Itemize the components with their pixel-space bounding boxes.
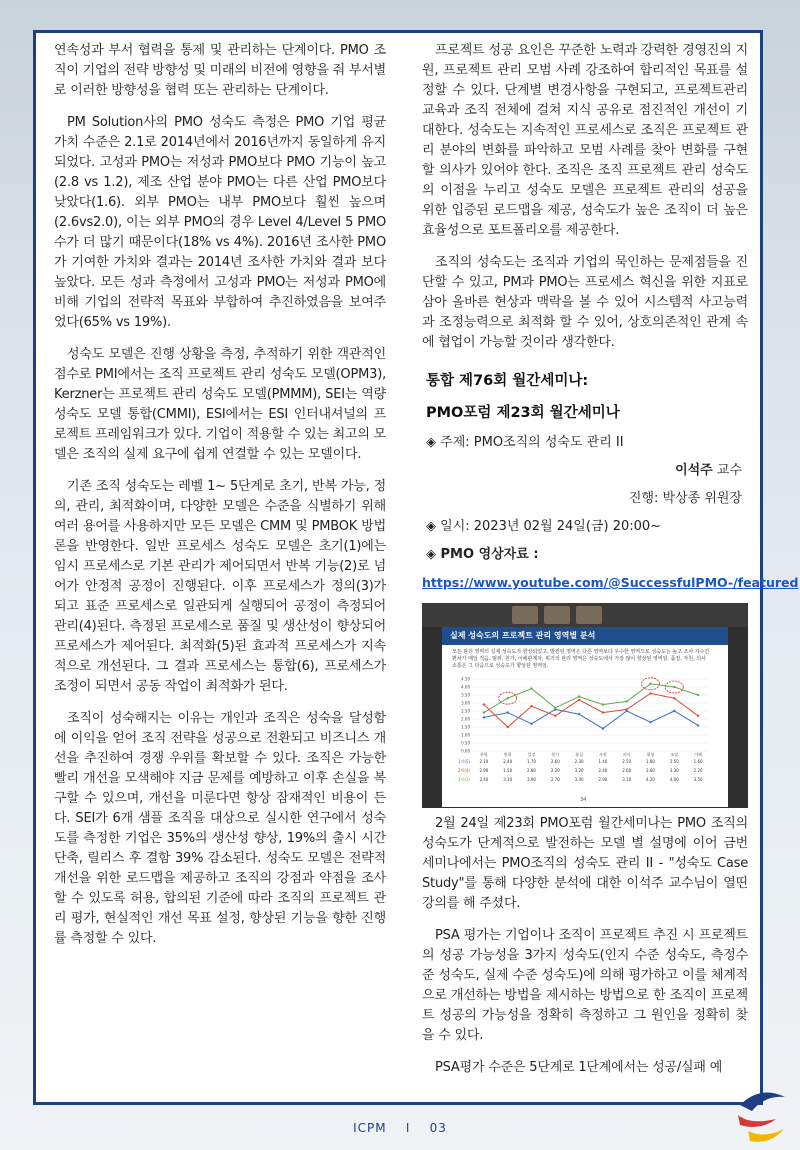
seminar-subtitle: PMO포럼 제23회 월간세미나 xyxy=(426,405,620,421)
video-label: ◈ PMO 영상자료 : xyxy=(426,547,539,562)
table-value: 2.40 xyxy=(598,768,608,773)
data-point xyxy=(697,715,699,717)
table-value: 3.10 xyxy=(622,777,632,782)
paragraph: 조직이 성숙해지는 이유는 개인과 조직은 성숙을 달성함에 이익을 얻어 조직 전략을 성공으로 전환되고 비즈니스 개선을 추진하여 경쟁 우위를 확보할 수 있다. 조직은 가능한 빨리 개선을 모색해야 지금 문제를 예방하고 이후 손실을 복구할 수 있으며, 개선을 미룬다면 항상 잠재적인 비용이 든다. SEI가 6개 샘플 조직을 대상으로 실시한 연구에서 성숙도를 측정한 기업은 35%의 생산성 향상, 19%의 출시 시간 단축, 릴리스 후 결함 39% 감소된다. 성숙도 모델은 전략적 개선을 위한 로드맵을 제공하고 조직의 강점과 약점을 조사할 수 있도록 허용, 합의된 기준에 따라 조직의 프로젝트 관리 평가, 현실적인 개선 목표 설정, 향상된 기능을 향한 진행률 측정할 수 있다. xyxy=(54,711,386,946)
y-tick-label: 2.50 xyxy=(461,708,470,714)
page-frame xyxy=(33,30,799,1105)
x-tick-label: 위험 xyxy=(646,752,655,757)
slide-title: 실제 성숙도의 프로젝트 관리 영역별 분석 xyxy=(450,631,596,640)
data-point xyxy=(697,724,699,726)
table-value: 3.60 xyxy=(646,768,655,773)
table-value: 3.30 xyxy=(669,768,679,773)
data-point xyxy=(649,721,651,723)
seminar-lecturer xyxy=(422,457,748,485)
data-point xyxy=(578,695,580,697)
paragraph: PM Solution사의 PMO 성숙도 측정은 PMO 기업 평균 가치 수준은 2.1로 2014년에서 2016년까지 동일하게 유지되었다. 고성과 PMO는 저성과 PMO보다 PMO 기능이 높고(2.8 vs 1.2), 제조 산업 분야 PMO는 다른 산업 PMO보다 낮았다(1.6). 외부 PMO는 내부 PMO보다 훨씬 높으며 (2.6vs2.0), 이는 외부 PMO의 경우 Level 4/Level 5 PMO 수가 더 많기 때문이다(18% vs 4%). 2016년 조사한 PMO가 기여한 가치와 결과는 2014년 조사한 가치와 결과 보다 높았다. 모든 성과 측정에서 고성과 PMO는 저성과 PMO에 비해 기업의 전략적 목표와 부합하여 추진하였음을 보여주었다(65% vs 19%). xyxy=(54,115,386,330)
y-tick-label: 1.00 xyxy=(461,732,470,738)
data-point xyxy=(554,715,556,717)
data-point xyxy=(649,692,651,694)
y-tick-label: 0.50 xyxy=(461,740,470,746)
x-tick-label: 통합 xyxy=(480,752,488,757)
y-tick-label: 2.00 xyxy=(461,716,470,722)
participant-thumbnail xyxy=(544,606,570,624)
data-point xyxy=(507,711,509,713)
right-column xyxy=(422,41,799,1090)
paragraph: 성숙도 모델은 진행 상황을 측정, 추적하기 위한 객관적인 점수로 PMI에서는 조직 프로젝트 관리 성숙도 모델(OPM3), Kerzner는 프로젝트 관리 성숙도 모델(PMMM), SEI는 역량 성숙도 모델 통합(CMMI), ESI에서는 ESI 인터내셔널의 프로젝트 프레임워크가 있다. 기업이 적용할 수 있는 최고의 모델은 조직의 실제 요구에 쉽게 연결할 수 있는 모델이다. xyxy=(54,347,386,462)
data-point xyxy=(673,697,675,699)
participant-thumbnail xyxy=(576,606,602,624)
paragraph: PSA평가 수준은 5단계로 1단계에서는 성공/실패 예 xyxy=(435,1060,723,1075)
data-point xyxy=(483,703,485,705)
x-tick-label: 자원 xyxy=(599,752,607,757)
y-tick-label: 3.50 xyxy=(461,692,470,698)
seminar-topic: ◈ 주제: PMO조직의 성숙도 관리 II xyxy=(426,435,624,450)
table-value: 2.60 xyxy=(622,768,632,773)
seminar-date: ◈ 일시: 2023년 02월 24일(금) 20:00~ xyxy=(426,519,662,534)
x-tick-label: 범위 xyxy=(503,752,512,757)
table-value: 3.90 xyxy=(527,777,536,782)
paragraph: 2월 24일 제23회 PMO포럼 월간세미나는 PMO 조직의 성숙도가 단계적으로 발전하는 모델 별 설명에 이어 금번 세미나에서는 PMO조직의 성숙도 관리 II - "성숙도 Case Study"를 통해 다양한 분석에 대한 이석주 교수님이 열띤 강의를 해 주셨다. xyxy=(422,816,748,911)
table-value: 4.00 xyxy=(669,777,679,782)
x-tick-label: 일정 xyxy=(527,752,536,757)
video-screenshot xyxy=(422,603,748,808)
series-legend-label: 1차(5) xyxy=(457,759,470,764)
table-value: 1.70 xyxy=(527,759,536,764)
data-point xyxy=(483,711,485,713)
data-point xyxy=(530,687,532,689)
paragraph: 조직의 성숙도는 조직과 기업의 묵인하는 문제점들을 진단할 수 있고, PM과 PMO는 프로세스 혁신을 위한 지표로 삼아 올바른 현상과 맥락을 볼 수 있어 시스템적 사고능력과 조정능력으로 최적화 할 수 있어, 상호의존적인 관계 속에 협업이 가능할 것이라 생각한다. xyxy=(422,255,748,350)
page-footer: ICPM I 03 xyxy=(353,1121,447,1135)
x-tick-label: 조달 xyxy=(670,752,679,757)
table-value: 2.80 xyxy=(527,768,536,773)
slide-text: 모든 관리 영역의 실제 성숙도가 향상되었고, 발전된 영역은 다른 영역보다 우수한 영역으로 성숙도는 높고 조사 자수간 편차가 매일 적음. 범위, 원가, 이해관계자, 위기의 관리 영역은 성숙도에서 가장 많이 향상된 영역임. 품질, 자원, 의사 소통은 그 다음으로 성숙도가 향상된 영역임. xyxy=(452,649,710,669)
series-legend-label: 3차(3) xyxy=(457,777,470,782)
table-value: 1.80 xyxy=(646,759,655,764)
icpm-logo-icon xyxy=(730,1085,792,1147)
seminar-title: 통합 제76회 월간세미나: xyxy=(426,373,589,389)
table-value: 2.10 xyxy=(479,759,489,764)
table-value: 4.20 xyxy=(646,777,655,782)
data-point xyxy=(554,707,556,709)
data-point xyxy=(578,713,580,715)
data-point xyxy=(602,703,604,705)
paragraph: 연속성과 부서 협력을 통제 및 관리하는 단계이다. PMO 조직이 기업의 전략 방향성 및 미래의 비전에 영향을 줘 부서별로 이러한 방향성을 협력 또는 관리하는 단계이다. xyxy=(54,43,386,98)
table-value: 2.30 xyxy=(574,759,584,764)
series-line xyxy=(484,684,698,713)
data-point xyxy=(649,683,651,685)
table-value: 3.40 xyxy=(574,777,584,782)
data-point xyxy=(626,708,628,710)
video-participants-bar xyxy=(422,603,748,627)
y-tick-label: 3.00 xyxy=(461,700,470,706)
y-tick-label: 0.00 xyxy=(461,748,470,754)
table-value: 2.20 xyxy=(693,768,703,773)
x-tick-label: 원가 xyxy=(551,752,560,757)
youtube-link[interactable]: https://www.youtube.com/@SuccessfulPMO-/featured xyxy=(422,575,799,590)
table-value: 3.30 xyxy=(503,777,513,782)
data-point xyxy=(673,710,675,712)
data-point xyxy=(483,716,485,718)
table-value: 2.90 xyxy=(479,768,489,773)
paragraph: 프로젝트 성공 요인은 꾸준한 노력과 강력한 경영진의 지원, 프로젝트 관리 모범 사례 강조하여 합리적인 목표를 설정할 수 있다. 단계별 변경사항을 구현되고, 프로젝트관리 교육과 조직 전체에 걸쳐 지식 공유로 점진적인 개선이 기대한다. 성숙도는 지속적인 프로세스로 조직은 프로젝트 관리 분야의 변화를 파악하고 모범 사례를 찾아 변화를 구현할 의사가 있어야 한다. 조직은 조직 프로젝트 관리 성숙도의 이점을 누리고 성숙도 모델은 프로젝트 관리의 성공을 위한 입증된 로드맵을 제공, 성숙도가 높은 조직이 더 높은 효율성으로 포트폴리오를 제공한다. xyxy=(422,43,748,238)
table-value: 2.60 xyxy=(550,759,560,764)
table-value: 2.20 xyxy=(550,768,560,773)
y-tick-label: 1.50 xyxy=(461,724,470,730)
table-value: 3.20 xyxy=(574,768,584,773)
data-point xyxy=(578,699,580,701)
x-tick-label: 이해 xyxy=(694,752,702,757)
series-legend-label: 2차(4) xyxy=(457,768,470,773)
table-value: 3.50 xyxy=(693,777,703,782)
lecturer-title: 교수 xyxy=(712,463,742,478)
lecturer-name: 이석주 xyxy=(675,463,713,478)
data-point xyxy=(530,723,532,725)
table-value: 2.70 xyxy=(550,777,560,782)
data-point xyxy=(507,697,509,699)
paragraph: PSA 평가는 기업이나 조직이 프로젝트 추진 시 프로젝트의 성공 가능성을 3가지 성숙도(인지 수준 성숙도, 측정수준 성숙도, 실제 수준 성숙도)에 의해 평가하고 이를 체계적으로 개선하는 방법을 제시하는 방법으로 한 조직이 프로젝트 성공의 가능성을 정확히 측정하고 그 원인을 정확히 찾을 수 있다. xyxy=(422,928,748,1043)
paragraph: 기존 조직 성숙도는 레벨 1~ 5단계로 초기, 반복 가능, 정의, 관리, 최적화이며, 다양한 모델은 수준을 식별하기 위해 여러 용어를 사용하지만 모든 모델은 CMM 및 PMBOK 방법론을 반영한다. 일반 프로세스 성숙도 모델은 초기(1)에는 임시 프로세스로 기본 관리가 제어되면서 반복 기능(2)로 넘어가 안정적 공정이 진행된다. 이후 프로세스가 정의(3)가 되고 표준 프로세스로 일관되게 실행되어 공정이 측정되어 관리(4)된다. 측정된 프로세스로 품질 및 생산성이 향상되어 프로세스가 제어된다. 최적화(5)된 효과적 프로세스가 지속적으로 개선된다. 그 결과 프로세스는 통합(6), 프로세스가 조정이 되면서 공동 작업이 최적화가 된다. xyxy=(54,479,386,694)
x-tick-label: 품질 xyxy=(575,752,583,757)
presentation-slide xyxy=(442,627,728,807)
table-value: 1.50 xyxy=(503,768,513,773)
slide-line-chart xyxy=(452,675,718,793)
data-point xyxy=(530,705,532,707)
participant-thumbnail xyxy=(512,606,538,624)
x-tick-label: 의사 xyxy=(622,752,631,757)
data-point xyxy=(697,694,699,696)
table-value: 1.60 xyxy=(693,759,703,764)
left-column xyxy=(54,41,386,961)
table-value: 2.40 xyxy=(503,759,513,764)
y-tick-label: 4.50 xyxy=(461,676,470,682)
table-value: 1.40 xyxy=(598,759,608,764)
table-value: 2.40 xyxy=(479,777,489,782)
data-point xyxy=(602,727,604,729)
seminar-host: 진행: 박상종 위원장 xyxy=(628,491,742,506)
slide-page-number: 34 xyxy=(580,797,587,803)
data-point xyxy=(626,700,628,702)
table-value: 2.50 xyxy=(622,759,632,764)
seminar-block xyxy=(422,365,799,597)
table-value: 2.50 xyxy=(669,759,679,764)
data-point xyxy=(507,726,509,728)
table-value: 2.90 xyxy=(598,777,608,782)
y-tick-label: 4.00 xyxy=(461,684,470,690)
data-point xyxy=(673,686,675,688)
data-point xyxy=(602,711,604,713)
